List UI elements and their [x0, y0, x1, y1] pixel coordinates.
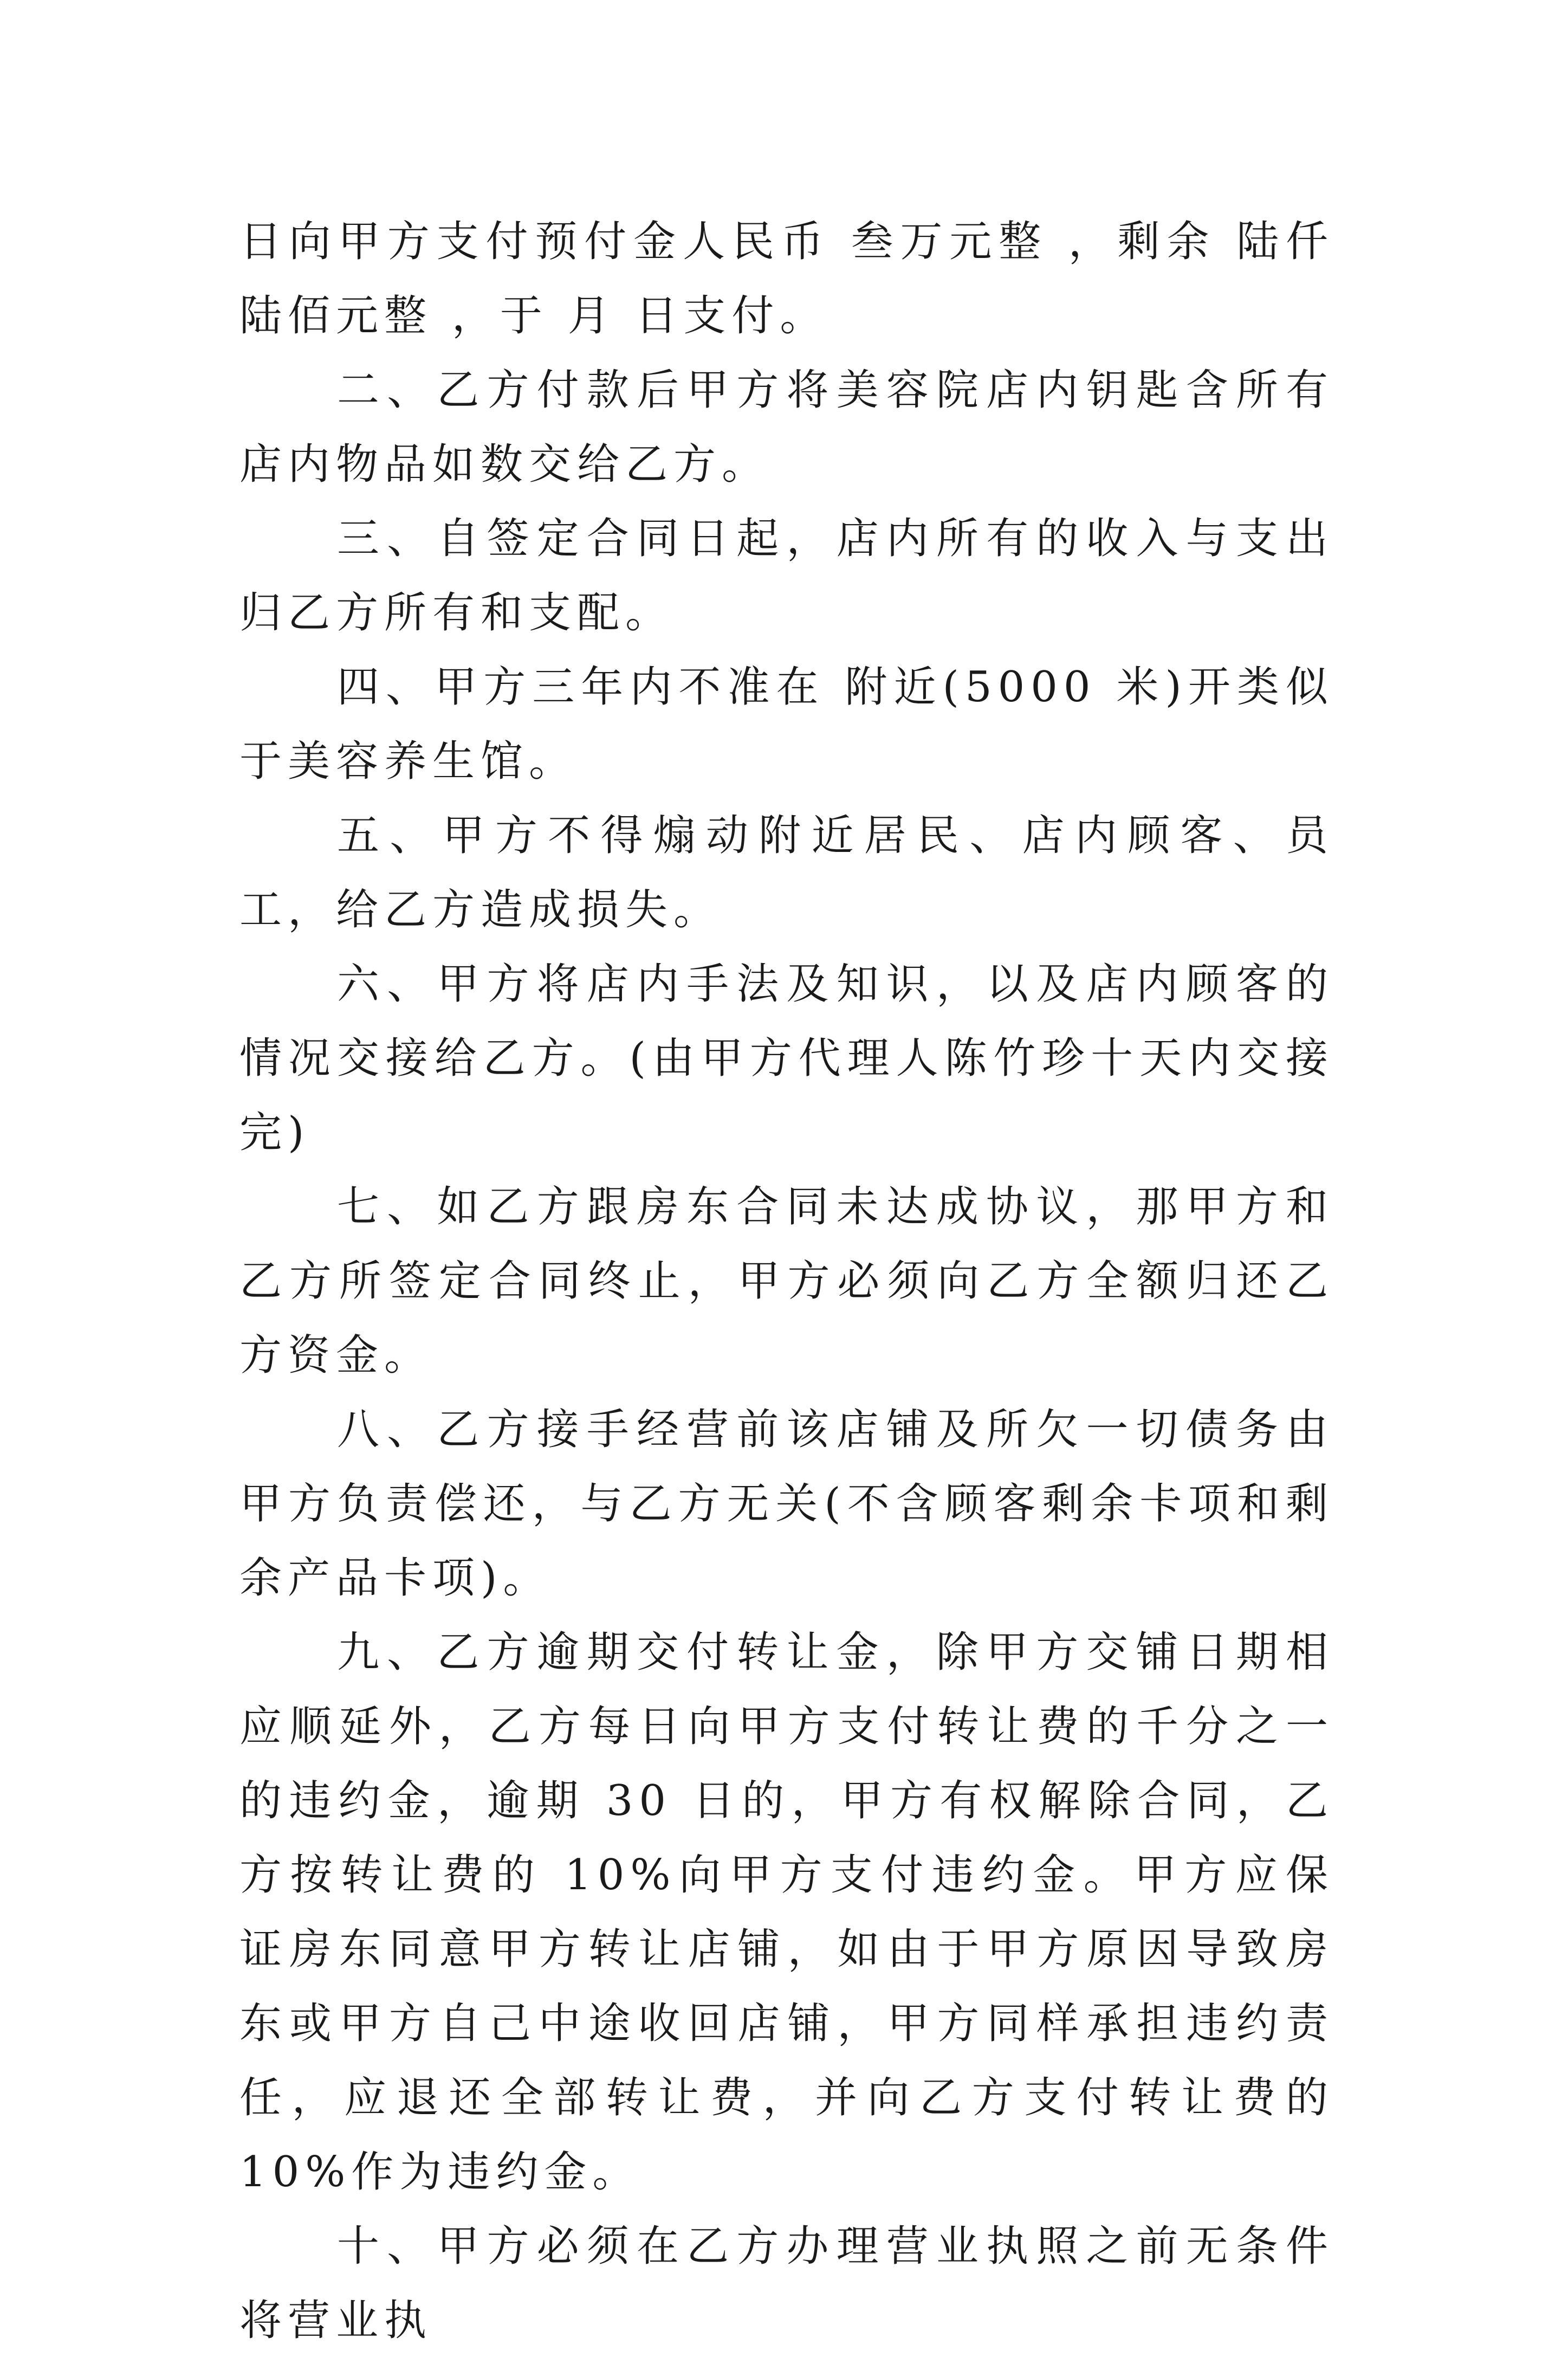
clause-8: 八、乙方接手经营前该店铺及所欠一切债务由甲方负责偿还，与乙方无关(不含顾客剩余卡项和剩余产品卡项)。 [239, 1405, 1334, 1603]
clause-9: 九、乙方逾期交付转让金，除甲方交铺日期相应顺延外，乙方每日向甲方支付转让费的千分之一的违约金，逾期 30 日的，甲方有权解除合同，乙方按转让费的 10%向甲方支付违约金。甲方应保证房东同意甲方转让店铺，如由于甲方原因导致房东或甲方自己中途收回店铺，甲方同样承担违约责任，应退还全部转让费，并向乙方支付转让费的 10%作为违约金。 [239, 1628, 1334, 2197]
clause-7: 七、如乙方跟房东合同未达成协议，那甲方和乙方所签定合同终止，甲方必须向乙方全额归还乙方资金。 [239, 1183, 1334, 1380]
contract-body [239, 205, 1334, 2358]
clause-5: 五、甲方不得煽动附近居民、店内顾客、员工，给乙方造成损失。 [239, 811, 1334, 934]
clause-4: 四、甲方三年内不准在 附近(5000 米)开类似于美容养生馆。 [239, 663, 1334, 786]
paragraph-payment-continuation: 日向甲方支付预付金人民币 叁万元整 ，剩余 陆仟陆佰元整 ，于 月 日支付。 [239, 217, 1334, 340]
clause-10: 十、甲方必须在乙方办理营业执照之前无条件将营业执 [239, 2222, 1334, 2345]
clause-6: 六、甲方将店内手法及知识，以及店内顾客的情况交接给乙方。(由甲方代理人陈竹珍十天内交接完) [239, 960, 1334, 1157]
clause-3: 三、自签定合同日起，店内所有的收入与支出归乙方所有和支配。 [239, 514, 1334, 637]
clause-2: 二、乙方付款后甲方将美容院店内钥匙含所有店内物品如数交给乙方。 [239, 366, 1334, 489]
